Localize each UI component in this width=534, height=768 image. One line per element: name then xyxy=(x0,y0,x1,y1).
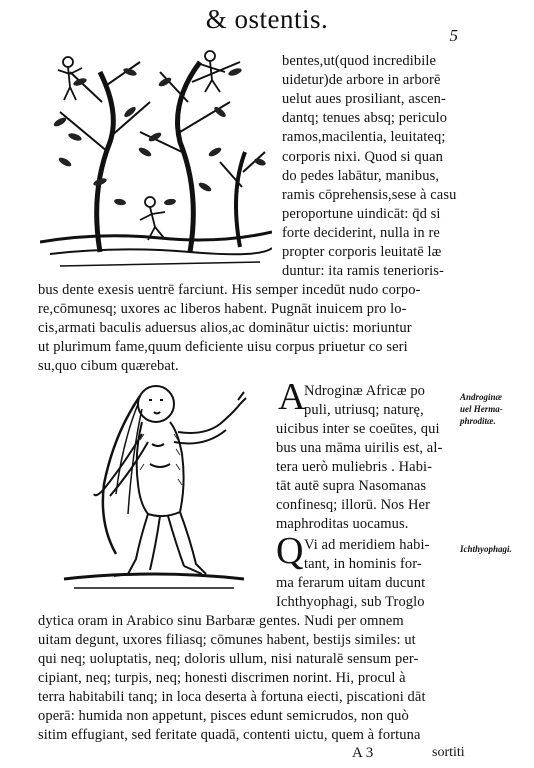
text-line: Vi ad meridiem habi- xyxy=(304,537,430,553)
text-line: confinesq; illorū. Nos Her xyxy=(276,497,431,513)
margin-note: Ichthyophagi. xyxy=(460,544,512,554)
text-line: qui neq; uoluptatis, neq; doloris ullum, nisi naturalē sensum per- xyxy=(38,651,419,667)
text-line: tāt autē supra Nasomanas xyxy=(276,478,427,494)
text-line: cipiant, neq; turpis, neq; honesti discrimen norint. Hi, procul à xyxy=(38,670,406,686)
margin-note: uel Herma- xyxy=(460,404,503,414)
text-line: sitim effugiant, sed feritate quadā, contenti uictu, quem à fortuna xyxy=(38,727,421,743)
text-line: puli, utriusq; naturę, xyxy=(304,402,424,418)
running-head: & ostentis. xyxy=(205,4,329,34)
text-line: ramos,macilentia, leuitateq; xyxy=(282,129,446,145)
margin-note: phroditæ. xyxy=(460,416,496,426)
text-line: dytica oram in Arabico sinu Barbaræ gentes. Nudi per omnem xyxy=(38,613,404,629)
text-line: re,cōmunesq; uxores ac liberos habent. Pugnāt inuicem pro lo- xyxy=(38,301,407,317)
tree-woodcut-illustration xyxy=(40,42,272,272)
text-line: dantq; tenues absq; periculo xyxy=(282,110,448,126)
text-line: tant, in hominis for- xyxy=(304,556,422,572)
text-line: forte deciderint, nulla in re xyxy=(282,225,440,241)
margin-note: Androginæ xyxy=(460,392,503,402)
text-line: terra habitabili tanq; in loca deserta à fortuna eiecti, piscationi dāt xyxy=(38,689,426,705)
text-line: ut plurimum fame,quum deficiente uisu corpus priuetur co seri xyxy=(38,339,408,355)
text-line: duntur: ita ramis tenerioris- xyxy=(282,263,444,279)
page-number: 5 xyxy=(449,26,458,45)
text-line: Ichthyophagi, sub Troglo xyxy=(276,594,425,610)
text-line: do pedes labātur, manibus, xyxy=(282,168,440,184)
text-line: maphroditas uocamus. xyxy=(276,516,409,532)
drop-cap-a: A xyxy=(278,376,306,418)
androgyne-woodcut-illustration xyxy=(44,374,266,596)
text-line: uitam degunt, uxores filiasq; cōmunes habent, bestijs similes: ut xyxy=(38,632,416,648)
text-line: su,quo cibum quærebat. xyxy=(38,358,179,374)
signature-mark: A 3 xyxy=(352,745,374,761)
text-line: propter corporis leuitatē læ xyxy=(282,244,442,260)
text-line: cis,armati baculis aduersus alios,ac dominātur uictis: moriuntur xyxy=(38,320,412,336)
text-line: bus una māma uirilis est, al- xyxy=(276,440,443,456)
drop-cap-q: Q xyxy=(276,530,304,572)
text-line: uelut aues prosiliant, ascen- xyxy=(282,91,446,107)
text-line: Ndroginæ Africæ po xyxy=(304,383,426,399)
text-line: peroportune uindicāt: q̄d si xyxy=(282,206,441,222)
text-line: bentes,ut(quod incredibile xyxy=(282,53,437,69)
text-line: operā: humida non appetunt, pisces edunt semicrudos, non quò xyxy=(38,708,409,724)
text-line: uicibus inter se coeūtes, qui xyxy=(276,421,440,437)
text-line: tera uerò muliebris . Habi- xyxy=(276,459,433,475)
text-line: bus dente exesis uentrē farciunt. His semper incedūt nudo corpo- xyxy=(38,282,421,298)
text-line: corporis nixi. Quod si quan xyxy=(282,149,443,165)
text-line: uidetur)de arbore in arborē xyxy=(282,72,441,88)
text-line: ma ferarum uitam ducunt xyxy=(276,575,426,591)
text-line: ramis cōprehensis,sese à casu xyxy=(282,187,457,203)
catchword: sortiti xyxy=(432,745,465,760)
